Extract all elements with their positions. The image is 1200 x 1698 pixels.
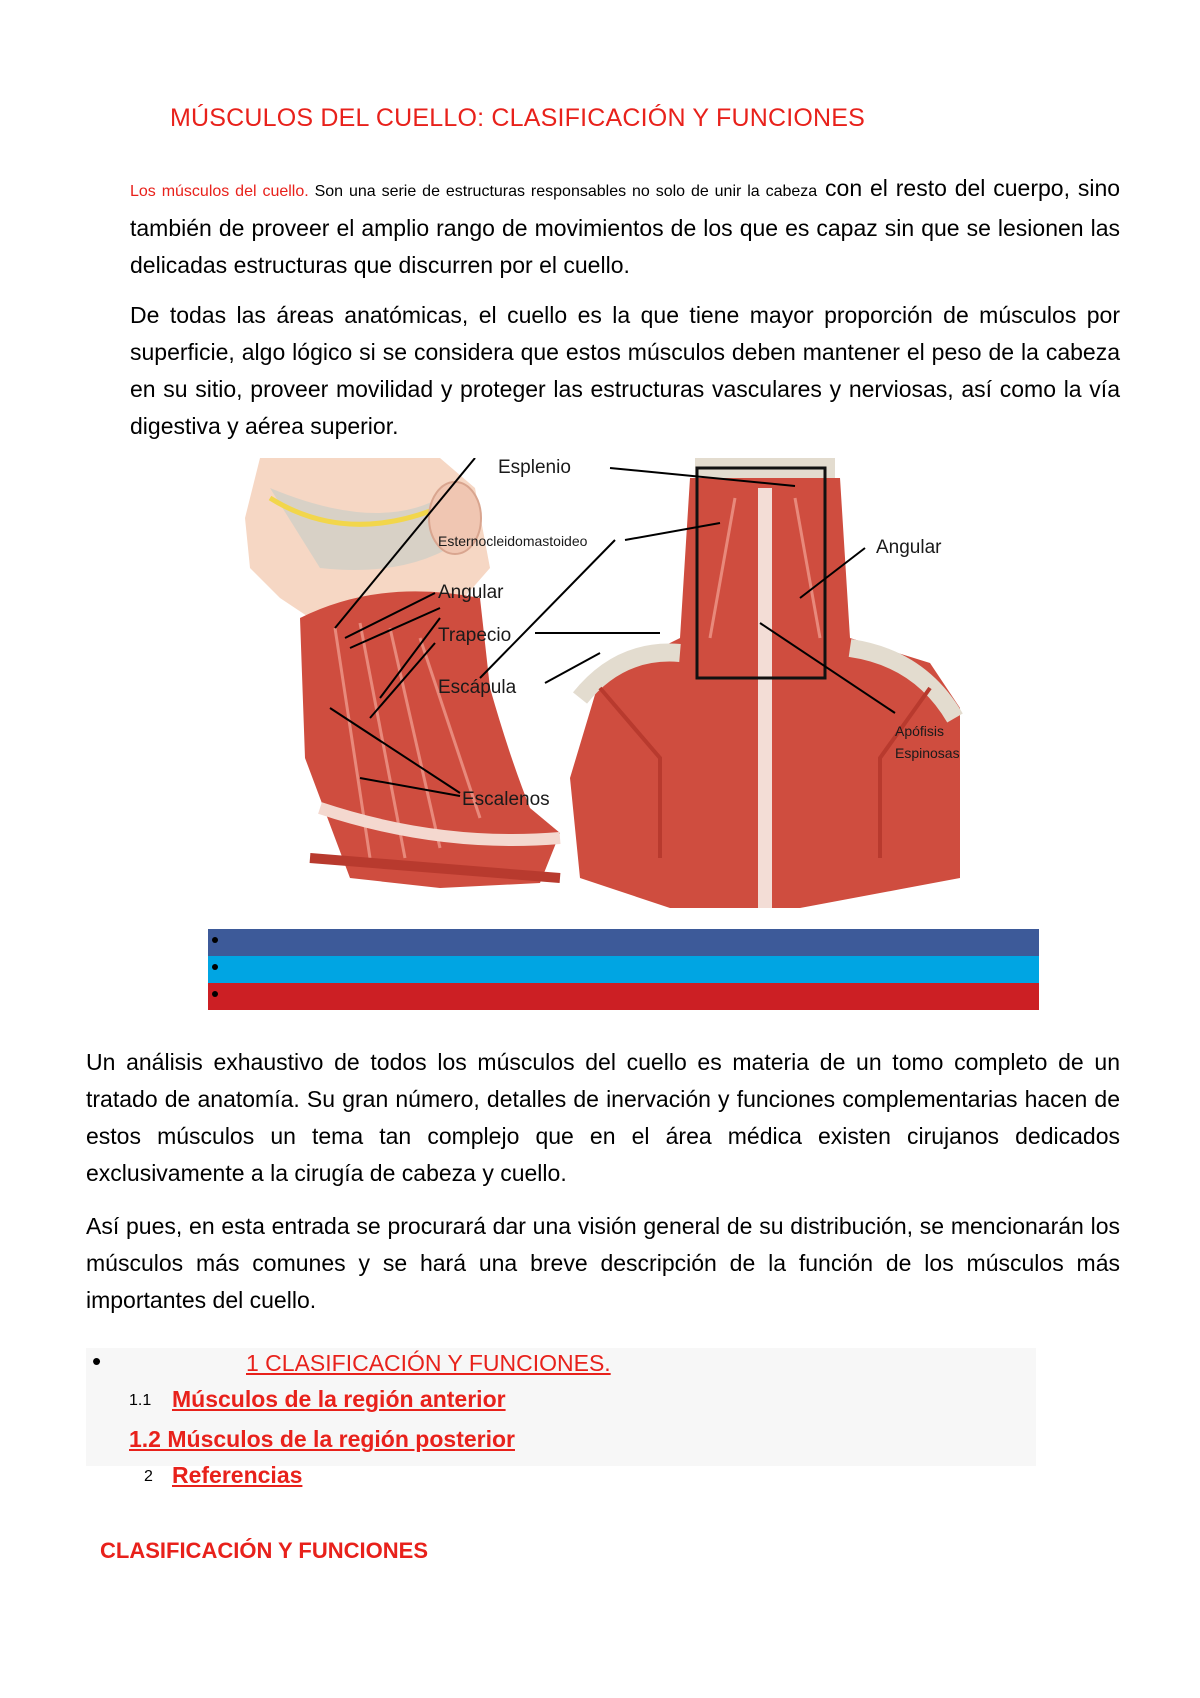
toc-link-referencias[interactable]: Referencias bbox=[172, 1462, 303, 1488]
label-escalenos: Escalenos bbox=[462, 789, 550, 810]
intro-rest: con el resto del cuerpo, sino también de proveer el amplio rango de movimientos de los que es capaz sin que se lesionen las delicadas estructuras que discurren por el cuello. bbox=[130, 175, 1121, 278]
toc-link-region-posterior[interactable]: 1.2 Músculos de la región posterior bbox=[129, 1426, 515, 1452]
label-esternocleidomastoideo: Esternocleidomastoideo bbox=[438, 533, 588, 549]
paragraph-analysis: Un análisis exhaustivo de todos los músculos del cuello es materia de un tomo completo de un tratado de anatomía. Su gran número, detalles de inervación y funciones complementarias hacen de estos músculos un tema tan complejo que en el área médica existen cirujanos dedicados exclusivamente a la cirugía de cabeza y cuello. bbox=[86, 1049, 1120, 1186]
neck-muscles-figure bbox=[240, 458, 1070, 910]
section-heading: CLASIFICACIÓN Y FUNCIONES bbox=[100, 1538, 428, 1563]
label-esplenio: Esplenio bbox=[498, 458, 571, 478]
label-espinosas: Espinosas bbox=[895, 745, 960, 761]
toc-link-clasificacion[interactable]: 1 CLASIFICACIÓN Y FUNCIONES. bbox=[246, 1350, 611, 1376]
label-angular-left: Angular bbox=[438, 582, 504, 603]
toc-number-1-1: 1.1 bbox=[129, 1392, 152, 1409]
paragraph-areas: De todas las áreas anatómicas, el cuello es la que tiene mayor proporción de músculos por superficie, algo lógico si se considera que estos músculos deben mantener el peso de la cabeza en su sitio, proveer movilidad y proteger las estructuras vasculares y nerviosas, así como la vía digestiva y aérea superior. bbox=[130, 302, 1120, 439]
label-escapula: Escápula bbox=[438, 677, 517, 698]
intro-paragraph bbox=[130, 170, 1120, 284]
toc-number-2: 2 bbox=[144, 1468, 153, 1485]
label-trapecio: Trapecio bbox=[438, 625, 512, 646]
color-bar-cyan bbox=[208, 956, 1039, 983]
posterior-neck-illustration bbox=[570, 458, 960, 908]
paragraph-overview: Así pues, en esta entrada se procurará dar una visión general de su distribución, se mencionarán los músculos más comunes y se hará una breve descripción de la función de los músculos más importantes del cuello. bbox=[86, 1213, 1120, 1313]
color-bar-red bbox=[208, 983, 1039, 1010]
label-angular-right: Angular bbox=[876, 537, 942, 558]
label-apofisis: Apófisis bbox=[895, 723, 945, 739]
bar-bullet bbox=[212, 964, 218, 970]
bar-bullet bbox=[212, 991, 218, 997]
intro-lead: Los músculos del cuello. bbox=[130, 183, 309, 200]
color-bar-blue bbox=[208, 929, 1039, 956]
toc-bullet: • bbox=[92, 1346, 102, 1376]
intro-small: Son una serie de estructuras responsables no solo de unir la cabeza bbox=[308, 183, 818, 200]
page-title: MÚSCULOS DEL CUELLO: CLASIFICACIÓN Y FUNCIONES bbox=[170, 104, 866, 132]
bar-bullet bbox=[212, 937, 218, 943]
lateral-neck-illustration bbox=[245, 458, 560, 888]
toc-link-region-anterior[interactable]: Músculos de la región anterior bbox=[172, 1386, 506, 1412]
